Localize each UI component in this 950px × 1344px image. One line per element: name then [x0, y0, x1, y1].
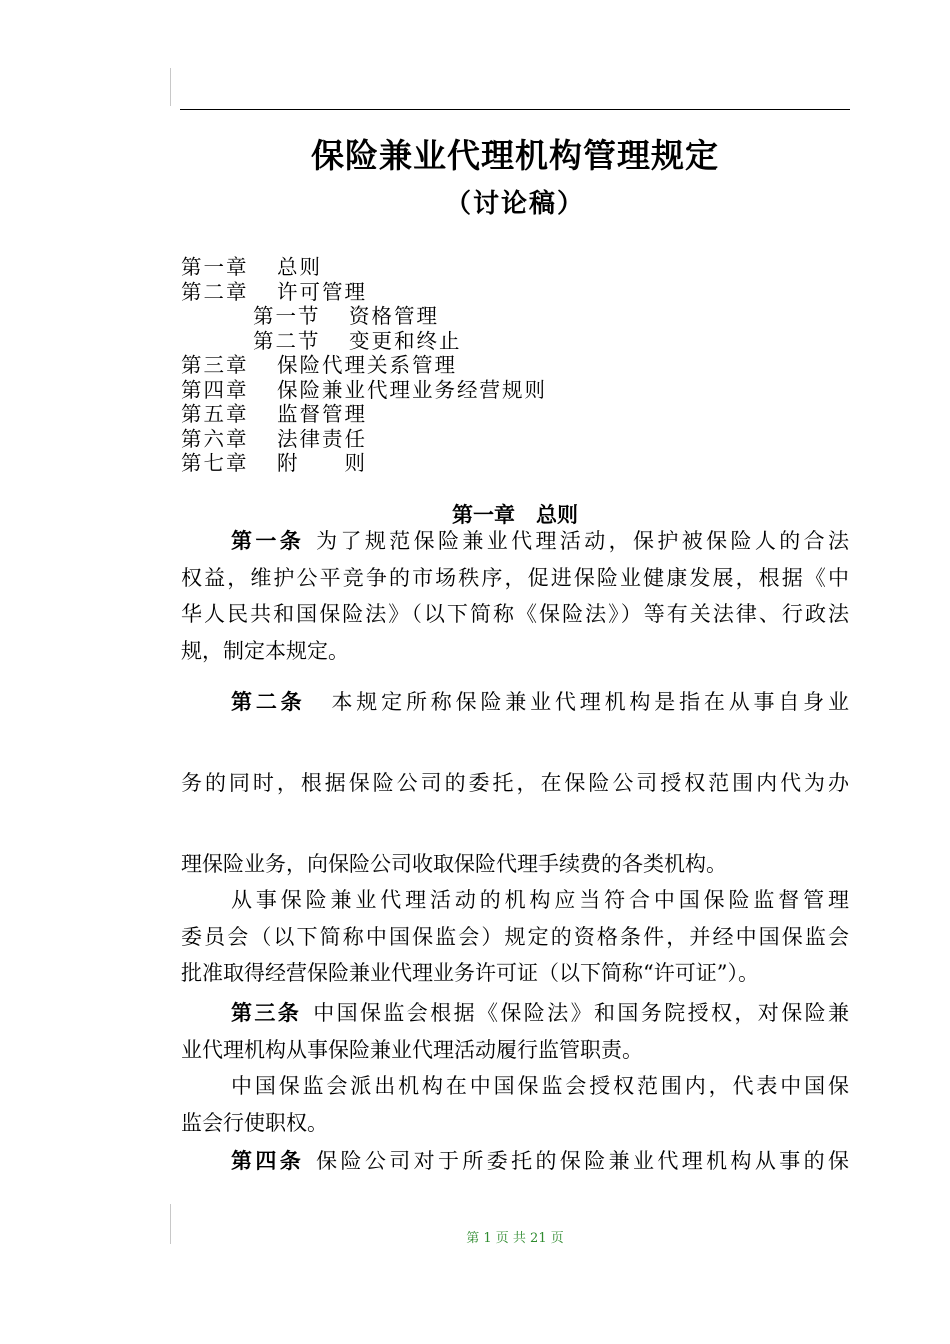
paragraph-line: 委员会（以下简称中国保监会）规定的资格条件，并经中国保监会 [181, 924, 849, 949]
margin-crop-mark-top [170, 68, 171, 106]
toc-item-chapter-2 [181, 280, 681, 305]
toc-item-chapter-3 [181, 353, 681, 378]
paragraph-line: 理保险业务，向保险公司收取保险代理手续费的各类机构。 [181, 852, 727, 876]
toc-item-label: 第二节 [253, 328, 321, 353]
article-3-paragraph-2 [181, 1068, 849, 1141]
paragraph-line: 从事保险兼业代理活动的机构应当符合中国保险监督管理 [231, 888, 849, 912]
toc-item-text: 法律责任 [277, 426, 367, 451]
paragraph-line: 权益，维护公平竞争的市场秩序，促进保险业健康发展，根据《中 [181, 565, 849, 590]
toc-item-label: 第一节 [253, 304, 321, 328]
toc-item-chapter-5 [181, 402, 681, 427]
paragraph-line: 华人民共和国保险法》（以下简称《保险法》）等有关法律、行政法 [181, 602, 849, 626]
toc-item-text: 许可管理 [277, 279, 367, 304]
article-label: 第四条 [231, 1149, 305, 1173]
header-rule [180, 109, 850, 110]
line-text: 为了规范保险兼业代理活动，保护被保险人的合法 [316, 529, 849, 553]
paragraph-line [181, 1143, 849, 1180]
toc-item-text: 资格管理 [349, 304, 439, 328]
paragraph-line: 规，制定本规定。 [181, 638, 349, 663]
margin-crop-mark-bottom [170, 1204, 171, 1244]
paragraph-line: 务的同时，根据保险公司的委托，在保险公司授权范围内代为办 [181, 771, 849, 795]
article-1 [181, 523, 849, 669]
toc-item-section-2 [181, 329, 681, 354]
paragraph-line: 中国保监会派出机构在中国保监会授权范围内，代表中国保 [231, 1074, 849, 1098]
toc-item-label: 第六章 [181, 426, 249, 451]
toc-item-label: 第五章 [181, 402, 249, 426]
line-text: 保险公司对于所委托的保险兼业代理机构从事的保 [316, 1149, 849, 1173]
chapter-heading: 第一章 总则 [452, 503, 578, 527]
toc-item-label: 第三章 [181, 353, 249, 377]
paragraph-line [181, 523, 849, 560]
paragraph-line [181, 684, 849, 765]
toc-item-label: 第四章 [181, 377, 249, 402]
toc-item-text: 保险兼业代理业务经营规则 [277, 377, 547, 402]
toc-item-section-1 [181, 304, 681, 329]
toc-item-text: 附 则 [277, 451, 367, 475]
article-3 [181, 995, 849, 1068]
document-subtitle: （讨论稿） [444, 189, 585, 219]
toc-item-label: 第二章 [181, 279, 249, 304]
paragraph-line [181, 995, 849, 1032]
toc-item-text: 总则 [277, 255, 322, 279]
toc-item-chapter-7 [181, 451, 681, 476]
paragraph-line: 批准取得经营保险兼业代理业务许可证（以下简称“许可证”）。 [181, 961, 759, 985]
paragraph-line: 业代理机构从事保险兼业代理活动履行监管职责。 [181, 1037, 643, 1062]
article-2-paragraph-2 [181, 882, 849, 992]
article-2 [181, 684, 849, 883]
toc-item-label: 第一章 [181, 255, 249, 279]
toc-item-text: 变更和终止 [349, 328, 462, 353]
paragraph-line: 监会行使职权。 [181, 1110, 328, 1135]
toc-item-chapter-1 [181, 255, 681, 280]
article-label: 第二条 [231, 690, 306, 714]
toc-item-chapter-4 [181, 378, 681, 403]
toc-item-text: 保险代理关系管理 [277, 353, 457, 377]
page-number-footer: 第 1 页 共 21 页 [466, 1231, 564, 1246]
article-label: 第一条 [231, 529, 305, 553]
toc-item-text: 监督管理 [277, 402, 367, 426]
table-of-contents [181, 255, 681, 476]
toc-item-chapter-6 [181, 427, 681, 452]
line-text: 本规定所称保险兼业代理机构是指在从事自身业 [331, 690, 850, 714]
toc-item-label: 第七章 [181, 451, 249, 475]
article-4 [181, 1143, 849, 1180]
document-title: 保险兼业代理机构管理规定 [311, 136, 719, 175]
line-text: 中国保监会根据《保险法》和国务院授权，对保险兼 [313, 1001, 850, 1025]
article-label: 第三条 [231, 1001, 302, 1025]
